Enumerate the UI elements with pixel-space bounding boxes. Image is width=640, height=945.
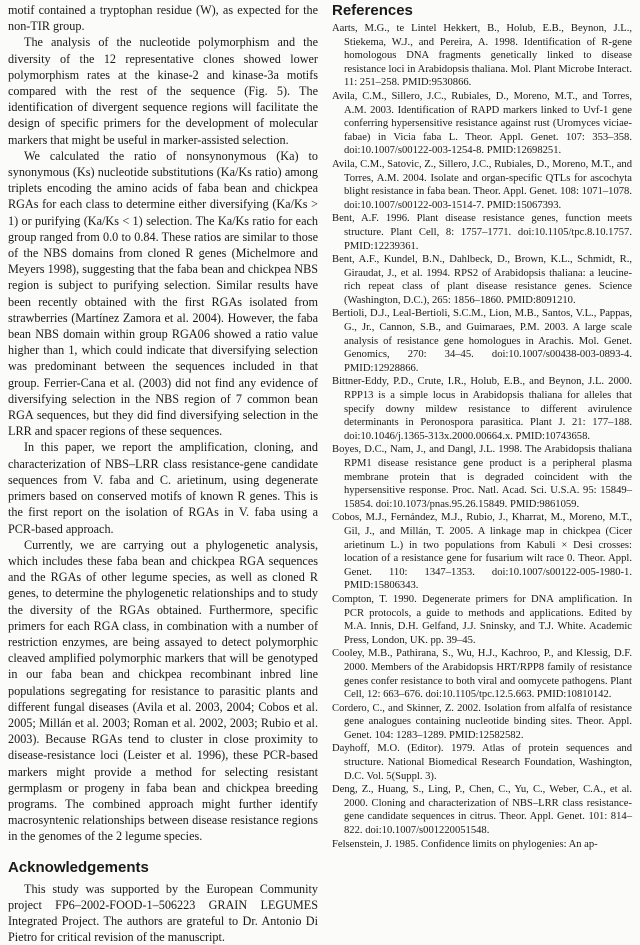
reference-item: Cordero, C., and Skinner, Z. 2002. Isolation from alfalfa of resistance gene analogues containing nucleotide binding sites. Theor. Appl. Genet. 104: 1283–1289. PMID:12582582. — [332, 702, 632, 741]
paragraph-continuation: motif contained a tryptophan residue (W), as expected for the non-TIR group. — [8, 3, 318, 34]
right-column — [332, 0, 632, 851]
paragraph-phylogenetic: Currently, we are carrying out a phylogenetic analysis, which includes these faba bean and chickpea RGA sequences and the RGAs of other legume species, as well as cloned R genes, to determine the phylogenetic relationships and to study the diversity of the RGAs obtained. Furthermore, specific primers for each RGA class, in combination with a number of restriction enzymes, are being assayed to detect polymorphic cleaved amplified polymorphic markers that will be genotyped in our faba bean and chickpea recombinant inbred line populations segregating for resistance to parasitic plants and different fungal diseases (Avila et al. 2003, 2004; Cobos et al. 2005; Millán et al. 2003; Roman et al. 2002, 2003; Rubio et al. 2003). Because RGAs tend to cluster in close proximity to disease-resistance loci (Leister et al. 1996), these PCR-based markers might provide a method for selecting resistant germplasm or progeny in faba bean and chickpea breeding programs. The combined approach might further identify macrosyntenic relationships between disease resistance regions in the genomes of the 2 legume species. — [8, 537, 318, 844]
paragraph-report: In this paper, we report the amplification, cloning, and characterization of NBS–LRR class resistance-gene candidate sequences from V. faba and C. arietinum, using degenerate primers based on conserved motifs of known R genes. This is the first report on the isolation of RGAs in V. faba using a PCR-based approach. — [8, 440, 318, 536]
reference-item: Cooley, M.B., Pathirana, S., Wu, H.J., Kachroo, P., and Klessig, D.F. 2000. Members of the Arabidopsis HRT/RPP8 family of resistance genes confer resistance to both viral and oomycete pathogens. Plant Cell, 12: 663–676. doi:10.1105/tpc.12.5.663. PMID:10810142. — [332, 648, 632, 701]
reference-item: Aarts, M.G., te Lintel Hekkert, B., Holub, E.B., Beynon, J.L., Stiekema, W.J., and Pereira, A. 1998. Identification of R-gene homologous DNA fragments genetically linked to disease resistance loci in Arabidopsis thaliana. Mol. Plant Microbe Interact. 11: 251–258. PMID:9530866. — [332, 23, 632, 89]
reference-list — [332, 22, 632, 851]
paragraph-polymorphism: The analysis of the nucleotide polymorphism and the diversity of the 12 representative clones showed lower polymorphism rates at the kinase-2 and kinase-3a motifs compared with the rest of the sequence (Fig. 5). The identification of divergent sequence regions will facilitate the design of specific primers for the development of molecular markers that might be useful in marker-assisted selection. — [8, 35, 318, 147]
reference-item: Avila, C.M., Satovic, Z., Sillero, J.C., Rubiales, D., Moreno, M.T., and Torres, A.M. 2004. Isolate and organ-specific QTLs for ascochyta blight resistance in faba bean. Theor. Appl. Genet. 108: 1071–1078. doi:10.1007/s00122-003-1514-7. PMID:15067393. — [332, 158, 632, 211]
reference-item: Boyes, D.C., Nam, J., and Dangl, J.L. 1998. The Arabidopsis thaliana RPM1 disease resistance gene product is a peripheral plasma membrane protein that is degraded coincident with the hypersensitive response. Proc. Natl. Acad. Sci. U.S.A. 95: 15849–15854. doi:10.1073/pnas.95.26.15849. PMID:9861059. — [332, 444, 632, 510]
reference-item: Dayhoff, M.O. (Editor). 1979. Atlas of protein sequences and structure. National Biomedical Research Foundation, Washington, D.C. Vol. 5(Suppl. 3). — [332, 743, 632, 782]
reference-item: Compton, T. 1990. Degenerate primers for DNA amplification. In PCR protocols, a guide to methods and applications. Edited by M.A. Innis, D.H. Gelfand, J.J. Sninsky, and T.J. White. Academic Press, London, UK. pp. 39–45. — [332, 593, 632, 646]
reference-item: Bent, A.F., Kundel, B.N., Dahlbeck, D., Brown, K.L., Schmidt, R., Giraudat, J., et al. 1994. RPS2 of Arabidopsis thaliana: a leucine-rich repeat class of plant disease resistance genes. Science (Washington, D.C.), 265: 1856–1860. PMID:8091210. — [332, 254, 632, 306]
reference-item: Deng, Z., Huang, S., Ling, P., Chen, C., Yu, C., Weber, C.A., et al. 2000. Cloning and characterization of NBS–LRR class resistance-gene candidate sequences in citrus. Theor. Appl. Genet. 101: 814–822. doi:10.1007/s001220051548. — [332, 784, 632, 837]
left-column — [8, 0, 318, 945]
reference-item: Bent, A.F. 1996. Plant disease resistance genes, function meets structure. Plant Cell, 8: 1757–1771. doi:10.1105/tpc.8.10.1757. PMID:12239361. — [332, 213, 632, 252]
paragraph-kaks-ratio: We calculated the ratio of nonsynonymous (Ka) to synonymous (Ks) nucleotide substitutions (Ka/Ks ratio) among triplets encoding the amino acids of faba bean and chickpea RGAs for each class to determine either diversifying (Ka/Ks > 1) or purifying (Ka/Ks < 1) selection. The Ka/Ks ratio for each group ranged from 0.0 to 0.84. These ratios are similar to those of the NBS domains from cloned R genes (Michelmore and Meyers 1998), suggesting that the faba bean and chickpea NBS region is subject to purifying selection. Similar results have been recently obtained with the first RGAs isolated from strawberries (Martínez Zamora et al. 2004). However, the faba bean NBS domain within group RGA06 showed a ratio value higher than 1, which could indicate that diversifying selection was predominant between the sequences included in that group. Ferrier-Cana et al. (2003) did not find any evidence of diversifying selection in the NBS region of 7 common bean RGA sequences, but they did find diversifying selection in the LRR and spacer regions of these sequences. — [8, 148, 318, 439]
acknowledgements-text: This study was supported by the European Community project FP6–2002-FOOD-1–506223 GRAIN LEGUMES Integrated Project. The authors are grateful to Dr. Antonio Di Pietro for critical revision of the manuscript. — [8, 881, 318, 945]
reference-item: Cobos, M.J., Fernández, M.J., Rubio, J., Kharrat, M., Moreno, M.T., Gil, J., and Millán, T. 2005. A linkage map in chickpea (Cicer arietinum L.) in two populations from Kabuli × Desi crosses: location of a resistance gene for fusarium wilt race 0. Theor. Appl. Genet. 110: 1347–1353. doi:10.1007/s00122-005-1980-1. PMID:15806343. — [332, 512, 632, 592]
reference-item: Avila, C.M., Sillero, J.C., Rubiales, D., Moreno, M.T., and Torres, A.M. 2003. Identification of RAPD markers linked to Uvf-1 gene conferring hypersensitive resistance against rust (Uromyces viciae-fabae) in Vicia faba L. Theor. Appl. Genet. 107: 353–358. doi:10.1007/s00122-003-1254-8. PMID:12698251. — [332, 90, 632, 157]
acknowledgements-heading: Acknowledgements — [8, 858, 149, 876]
reference-item: Bertioli, D.J., Leal-Bertioli, S.C.M., Lion, M.B., Santos, V.L., Pappas, G., Jr., Cannon, S.B., and Guimaraes, P.M. 2003. A large scale analysis of resistance gene homologues in Arachis. Mol. Genet. Genomics, 270: 34–45. doi:10.1007/s00438-003-0893-4. PMID:12928866. — [332, 308, 632, 374]
references-heading: References — [332, 2, 413, 19]
reference-item: Bittner-Eddy, P.D., Crute, I.R., Holub, E.B., and Beynon, J.L. 2000. RPP13 is a simple locus in Arabidopsis thaliana for alleles that specify downy mildew resistance to different avirulence determinants in Peronospora parasitica. Plant J. 21: 177–188. doi:10.1046/j.1365-313x.2000.00664.x. PMID:10743658. — [332, 376, 632, 442]
reference-item: Felsenstein, J. 1985. Confidence limits on phylogenies: An ap- — [332, 838, 598, 850]
